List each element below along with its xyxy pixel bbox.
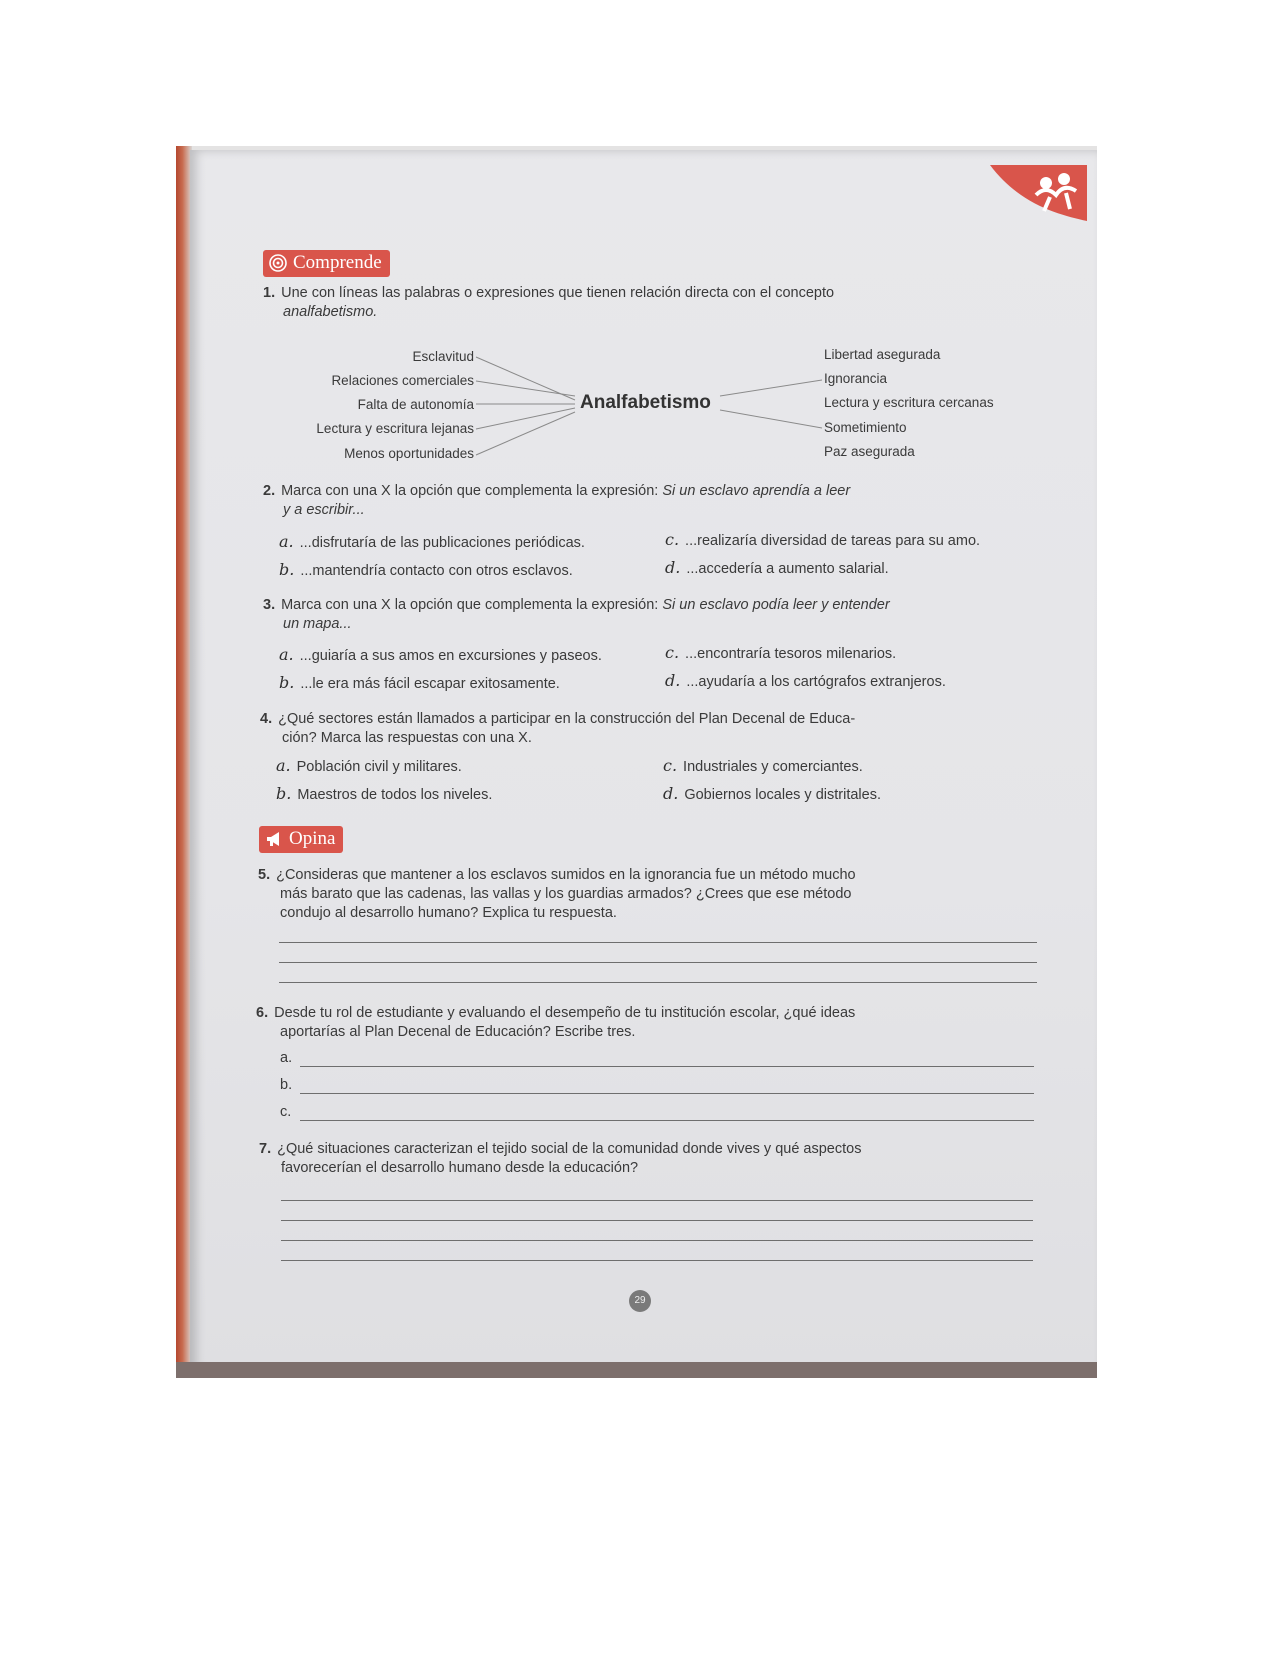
section-comprende	[263, 250, 390, 277]
option-a[interactable]	[279, 645, 602, 664]
answer-line[interactable]	[281, 1220, 1033, 1221]
question-text: aportarías al Plan Decenal de Educación? Escribe tres.	[280, 1024, 636, 1040]
question-number: 2.	[263, 483, 276, 499]
option-letter: b.	[279, 560, 295, 579]
question-italic: un mapa...	[283, 616, 352, 632]
target-icon	[269, 254, 287, 272]
mindmap-right-term: Lectura y escritura cercanas	[824, 395, 994, 410]
option-text: ...guiaría a sus amos en excursiones y paseos.	[299, 648, 602, 664]
option-text: ...realizaría diversidad de tareas para su amo.	[685, 533, 981, 549]
option-text: Población civil y militares.	[296, 759, 462, 775]
question-1	[263, 284, 903, 322]
question-text: Marca con una X la opción que complementa la expresión:	[281, 597, 659, 613]
question-italic: Si un esclavo podía leer y entender	[662, 597, 890, 613]
question-6	[256, 1004, 936, 1042]
question-text: más barato que las cadenas, las vallas y los guardias armados? ¿Crees que ese método	[280, 886, 852, 902]
answer-line[interactable]	[279, 942, 1037, 943]
section-opina	[259, 826, 343, 853]
mindmap-right-term: Ignorancia	[824, 371, 888, 386]
option-letter: c.	[665, 530, 680, 549]
option-text: ...le era más fácil escapar exitosamente.	[300, 676, 560, 692]
megaphone-icon	[265, 830, 283, 848]
option-d[interactable]	[665, 558, 889, 577]
question-4	[260, 710, 920, 748]
mindmap-right-term: Paz asegurada	[824, 444, 915, 459]
option-b[interactable]	[276, 784, 492, 803]
mindmap-left-term: Esclavitud	[412, 349, 474, 364]
answer-line[interactable]	[281, 1240, 1033, 1241]
question-7	[259, 1140, 939, 1178]
answer-item-label: a.	[280, 1050, 293, 1066]
section-comprende-label: Comprende	[293, 252, 382, 273]
question-italic: y a escribir...	[283, 502, 365, 518]
answer-line[interactable]	[281, 1260, 1033, 1261]
mindmap-left-term: Menos oportunidades	[344, 446, 474, 461]
mindmap-left-term: Falta de autonomía	[357, 397, 474, 412]
answer-line[interactable]	[281, 1200, 1033, 1201]
option-letter: d.	[665, 671, 681, 690]
option-letter: c.	[663, 756, 678, 775]
question-number: 1.	[263, 285, 276, 301]
mindmap-left-term: Lectura y escritura lejanas	[316, 421, 474, 436]
page-bottom-edge	[176, 1362, 1097, 1378]
option-d[interactable]	[665, 671, 946, 690]
answer-line[interactable]	[300, 1066, 1034, 1067]
question-number: 7.	[259, 1141, 272, 1157]
option-text: ...mantendría contacto con otros esclavos.	[300, 563, 573, 579]
option-d[interactable]	[663, 784, 881, 803]
option-text: Gobiernos locales y distritales.	[684, 787, 881, 803]
question-text: ¿Qué sectores están llamados a participar en la construcción del Plan Decenal de Educa-	[278, 711, 856, 727]
option-text: ...accedería a aumento salarial.	[686, 561, 889, 577]
question-text: Une con líneas las palabras o expresiones que tienen relación directa con el concepto	[281, 285, 835, 301]
section-opina-label: Opina	[289, 828, 336, 849]
people-logo-icon	[990, 165, 1087, 221]
answer-line[interactable]	[279, 962, 1037, 963]
answer-line[interactable]	[279, 982, 1037, 983]
option-c[interactable]	[665, 643, 896, 662]
question-number: 3.	[263, 597, 276, 613]
option-a[interactable]	[276, 756, 462, 775]
option-b[interactable]	[279, 560, 573, 579]
mindmap-center-concept: Analfabetismo	[580, 392, 711, 413]
question-5	[258, 866, 938, 923]
question-text: ción? Marca las respuestas con una X.	[282, 730, 532, 746]
option-text: ...ayudaría a los cartógrafos extranjeros.	[686, 674, 946, 690]
option-c[interactable]	[665, 530, 980, 549]
question-text: ¿Qué situaciones caracterizan el tejido social de la comunidad donde vives y qué aspectos	[277, 1141, 862, 1157]
answer-line[interactable]	[300, 1120, 1034, 1121]
option-text: ...disfrutaría de las publicaciones periódicas.	[299, 535, 585, 551]
question-number: 5.	[258, 867, 271, 883]
answer-item-label: c.	[280, 1104, 292, 1120]
page-number: 29	[629, 1290, 651, 1312]
option-letter: d.	[663, 784, 679, 803]
question-number: 6.	[256, 1005, 269, 1021]
question-2	[263, 482, 903, 520]
question-text: Marca con una X la opción que complementa la expresión:	[281, 483, 659, 499]
question-text: ¿Consideras que mantener a los esclavos sumidos en la ignorancia fue un método mucho	[276, 867, 856, 883]
option-letter: a.	[276, 756, 291, 775]
option-letter: d.	[665, 558, 681, 577]
question-text: favorecerían el desarrollo humano desde la educación?	[281, 1160, 639, 1176]
answer-item-label: b.	[280, 1077, 293, 1093]
option-b[interactable]	[279, 673, 560, 692]
option-a[interactable]	[279, 532, 585, 551]
option-text: ...encontraría tesoros milenarios.	[685, 646, 897, 662]
question-3	[263, 596, 903, 634]
option-letter: b.	[279, 673, 295, 692]
mindmap-right-term: Sometimiento	[824, 420, 907, 435]
question-number: 4.	[260, 711, 273, 727]
option-text: Maestros de todos los niveles.	[297, 787, 493, 803]
option-text: Industriales y comerciantes.	[683, 759, 863, 775]
question-text: Desde tu rol de estudiante y evaluando el desempeño de tu institución escolar, ¿qué ideas	[274, 1005, 856, 1021]
mindmap-left-term: Relaciones comerciales	[331, 373, 474, 388]
question-italic: analfabetismo.	[283, 304, 378, 320]
option-c[interactable]	[663, 756, 863, 775]
option-letter: a.	[279, 532, 294, 551]
option-letter: a.	[279, 645, 294, 664]
answer-line[interactable]	[300, 1093, 1034, 1094]
mindmap-right-term: Libertad asegurada	[824, 347, 941, 362]
option-letter: b.	[276, 784, 292, 803]
option-letter: c.	[665, 643, 680, 662]
question-text: condujo al desarrollo humano? Explica tu respuesta.	[280, 905, 617, 921]
question-italic: Si un esclavo aprendía a leer	[662, 483, 851, 499]
